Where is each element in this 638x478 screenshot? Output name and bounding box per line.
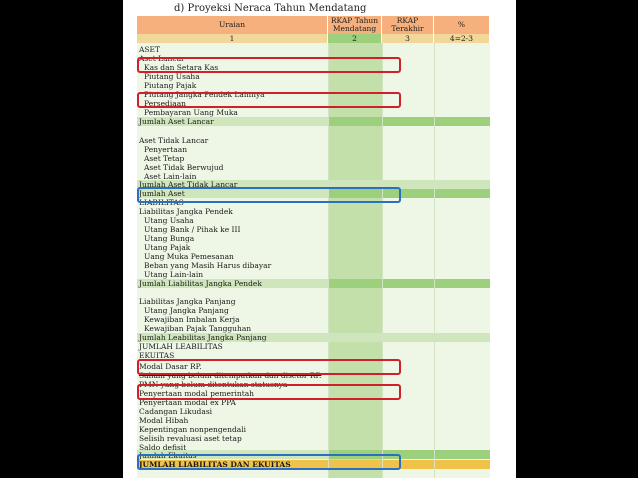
row-pembayaran-uang-muka: Pembayaran Uang Muka (144, 108, 238, 117)
table-col-rkap-terakhir (382, 43, 434, 478)
row-piutang-jangka-pendek: Piutang Jangka Pendek Lainnya (144, 90, 265, 99)
row-penyertaan: Penyertaan (144, 145, 188, 154)
highlight-box-blue (137, 454, 401, 470)
highlight-box-red (137, 384, 401, 400)
row-uang-muka-pemesanan: Uang Muka Pemesanan (144, 252, 234, 261)
highlight-box-red (137, 359, 401, 375)
row-cadangan: Cadangan Likudasi (139, 407, 213, 416)
col-header-rkap-terakhir: RKAP Terakhir (382, 16, 434, 34)
row-kewajiban-pajak: Kewajiban Pajak Tangguhan (144, 324, 252, 333)
highlight-box-blue (137, 187, 401, 203)
row-aset-lancar: Aset Lancar (139, 54, 185, 63)
row-utang-lain: Utang Lain-lain (144, 270, 204, 279)
section-heading: d) Proyeksi Neraca Tahun Mendatang (174, 3, 367, 14)
row-aset-tidak-berwujud: Aset Tidak Berwujud (144, 163, 224, 172)
row-jumlah-liabilitas-ekuitas: JUMLAH LIABILITAS DAN EKUITAS (139, 460, 291, 469)
row-jumlah-aset-tidak-lancar: Jumlah Aset Tidak Lancar (139, 180, 238, 189)
subtotal-value-band (328, 117, 490, 126)
row-jumlah-liabilitas-jangka-panjang: Jumlah Leabilitas Jangka Panjang (139, 333, 267, 342)
row-utang-usaha: Utang Usaha (144, 216, 194, 225)
row-liabilitas-jangka-pendek: Liabilitas Jangka Pendek (139, 207, 233, 216)
col-header-rkap-mendatang: RKAP Tahun Mendatang (328, 16, 382, 34)
row-modal-dasar: Modal Dasar RP. (139, 362, 202, 371)
row-aset: ASET (139, 45, 161, 54)
row-aset-lain: Aset Lain-lain (144, 172, 197, 181)
row-penyertaan-modal: Penyertaan modal pemerintah (139, 389, 255, 398)
row-jumlah-aset-lancar: Jumlah Aset Lancar (139, 117, 214, 126)
row-modal-hibah: Modal Hibah (139, 416, 189, 425)
row-persediaan: Persediaan (144, 99, 186, 108)
highlight-box-red (137, 92, 401, 108)
highlight-box-red (137, 57, 401, 73)
row-piutang-usaha: Piutang Usaha (144, 72, 200, 81)
row-kas: Kas dan Setara Kas (144, 63, 219, 72)
row-beban: Beban yang Masih Harus dibayar (144, 261, 272, 270)
row-ekuitas: EKUITAS (139, 351, 175, 360)
column-divider (382, 43, 383, 478)
table-col-rkap-mendatang (328, 43, 382, 478)
row-aset-tetap: Aset Tetap (144, 154, 185, 163)
row-pmn: PMN yang belum ditentukan statusnya (139, 380, 288, 389)
row-jumlah-liabilitas-jangka-pendek: Jumlah Liabilitas Jangka Pendek (139, 279, 262, 288)
col-number-1: 1 (137, 34, 328, 43)
row-saham: Saham yang belum ditempatkan dan disetor RP. (139, 371, 322, 380)
row-piutang-pajak: Piutang Pajak (144, 81, 197, 90)
row-selisih: Selisih revaluasi aset tetap (139, 434, 242, 443)
col-header-percent: % (434, 16, 490, 34)
row-kewajiban-imbalan: Kewajiban Imbalan Kerja (144, 315, 240, 324)
row-saldo-defisit: Saldo defisit (139, 443, 187, 452)
column-divider (434, 43, 435, 478)
table-col-percent (434, 43, 490, 478)
row-utang-bunga: Utang Bunga (144, 234, 195, 243)
row-jumlah-aset: Jumlah Aset (139, 189, 185, 198)
row-penyertaan-ex-ppa: Penyertaan modal ex PPA (139, 398, 236, 407)
col-number-2: 2 (328, 34, 382, 43)
row-utang-bank: Utang Bank / Pihak ke III (144, 225, 241, 234)
row-jumlah-ekuitas: Jumlah Ekuitas (139, 451, 197, 460)
column-divider (328, 43, 329, 478)
row-jumlah-leabilitas: JUMLAH LEABILITAS (139, 342, 223, 351)
row-utang-pajak: Utang Pajak (144, 243, 191, 252)
document-page (123, 0, 516, 478)
col-number-3: 3 (382, 34, 434, 43)
subtotal-value-band (328, 279, 490, 288)
row-utang-jangka-panjang: Utang Jangka Panjang (144, 306, 229, 315)
row-liabilitas: LIABILITAS (139, 198, 184, 207)
row-kepentingan: Kepentingan nonpengendali (139, 425, 247, 434)
row-aset-tidak-lancar: Aset Tidak Lancar (139, 136, 209, 145)
row-liabilitas-jangka-panjang: Liabilitas Jangka Panjang (139, 297, 236, 306)
col-number-4: 4=2-3 (434, 34, 490, 43)
col-header-uraian: Uraian (137, 16, 328, 34)
